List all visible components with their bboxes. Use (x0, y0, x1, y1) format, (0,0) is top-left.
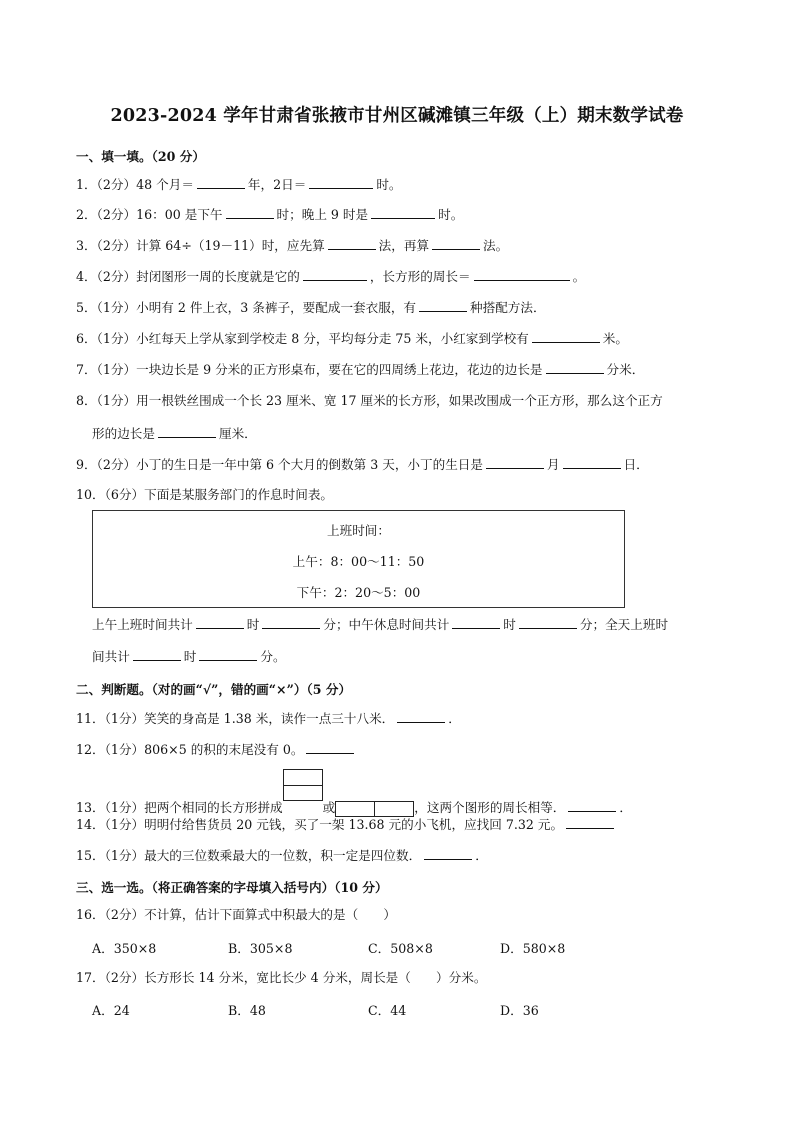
schedule-afternoon: 下午：2：20～5：00 (296, 585, 421, 600)
answer-blank[interactable] (424, 846, 472, 860)
answer-blank[interactable] (196, 615, 244, 629)
option-c[interactable]: C．508×8 (368, 941, 433, 956)
answer-blank[interactable] (371, 205, 435, 219)
question-17: 17．（2分）长方形长 14 分米，宽比长少 4 分米，周长是（ ）分米。 (76, 970, 487, 985)
schedule-title: 上班时间： (327, 523, 390, 538)
exam-title: 2023-2024 学年甘肃省张掖市甘州区碱滩镇三年级（上）期末数学试卷 (110, 106, 684, 126)
question-9: 9．（2分）小丁的生日是一年中第 6 个大月的倒数第 3 天，小丁的生日是 月 日． (76, 457, 649, 472)
answer-blank[interactable] (197, 175, 245, 189)
answer-blank[interactable] (306, 740, 354, 754)
answer-blank[interactable] (486, 455, 544, 469)
question-10-answers-continued: 间共计 时 分。 (92, 649, 286, 664)
answer-blank[interactable] (532, 329, 600, 343)
answer-blank[interactable] (397, 709, 445, 723)
answer-blank[interactable] (303, 267, 367, 281)
answer-blank[interactable] (546, 360, 604, 374)
answer-blank[interactable] (199, 647, 257, 661)
question-10-answers: 上午上班时间共计 时 分；中午休息时间共计 时 分；全天上班时 (92, 617, 669, 632)
option-a[interactable]: A．24 (92, 1003, 130, 1018)
answer-blank[interactable] (474, 267, 570, 281)
section-multiple-choice: 三、选一选。（将正确答案的字母填入括号内）（10 分） (76, 880, 388, 895)
answer-blank[interactable] (226, 205, 274, 219)
answer-blank[interactable] (519, 615, 577, 629)
question-11: 11．（1分）笑笑的身高是 1.38 米，读作一点三十八米． ． (76, 711, 461, 726)
question-2: 2．（2分）16：00 是下午 时；晚上 9 时是 时。 (76, 207, 464, 222)
question-8-continued: 形的边长是 厘米． (92, 426, 257, 441)
answer-blank[interactable] (432, 236, 480, 250)
answer-blank[interactable] (262, 615, 320, 629)
stacked-rectangles-figure (283, 785, 323, 817)
option-a[interactable]: A．350×8 (92, 941, 157, 956)
answer-blank[interactable] (328, 236, 376, 250)
answer-blank[interactable] (158, 424, 216, 438)
question-10: 10．（6分）下面是某服务部门的作息时间表。 (76, 487, 334, 502)
question-12: 12．（1分）806×5 的积的末尾没有 0。 (76, 740, 357, 759)
question-7: 7．（1分）一块边长是 9 分米的正方形桌布，要在它的四周绣上花边，花边的边长是 分米． (76, 362, 645, 377)
rectangle-top (283, 769, 323, 786)
rectangle-bottom (283, 785, 323, 801)
answer-blank[interactable] (563, 455, 621, 469)
question-15: 15．（1分）最大的三位数乘最大的一位数，积一定是四位数． ． (76, 848, 488, 863)
option-b[interactable]: B．48 (228, 1003, 266, 1018)
question-6: 6．（1分）小红每天上学从家到学校走 8 分，平均每分走 75 米，小红家到学校有 米。 (76, 331, 628, 346)
question-16: 16．（2分）不计算，估计下面算式中积最大的是（ ） (76, 907, 396, 922)
section-fill-in: 一、填一填。（20 分） (76, 149, 205, 164)
question-8: 8．（1分）用一根铁丝围成一个长 23 厘米、宽 17 厘米的长方形，如果改围成一个正方形，那么这个正方 (76, 393, 663, 408)
section-true-false: 二、判断题。（对的画“√”，错的画“×”）（5 分） (76, 682, 352, 697)
question-1: 1．（2分）48 个月＝ 年，2日＝ 时。 (76, 177, 402, 192)
answer-blank[interactable] (568, 798, 616, 812)
answer-blank[interactable] (309, 175, 373, 189)
question-14: 14．（1分）明明付给售货员 20 元钱，买了一架 13.68 元的小飞机，应找回 7.32 元。 (76, 815, 617, 834)
answer-blank[interactable] (133, 647, 181, 661)
option-b[interactable]: B．305×8 (228, 941, 293, 956)
question-3: 3．（2分）计算 64÷（19－11）时，应先算 法，再算 法。 (76, 238, 509, 253)
question-5: 5．（1分）小明有 2 件上衣，3 条裤子，要配成一套衣服，有 种搭配方法． (76, 300, 546, 315)
answer-blank[interactable] (566, 815, 614, 829)
question-13: 13．（1分）把两个相同的长方形拼成 或 ，这两个图形的周长相等． ． (76, 785, 632, 817)
schedule-morning: 上午：8：00～11：50 (292, 554, 425, 569)
work-schedule-box (92, 510, 625, 608)
option-d[interactable]: D．36 (500, 1003, 539, 1018)
option-d[interactable]: D．580×8 (500, 941, 566, 956)
question-4: 4．（2分）封闭图形一周的长度就是它的 ，长方形的周长＝ 。 (76, 269, 586, 284)
answer-blank[interactable] (452, 615, 500, 629)
answer-blank[interactable] (419, 298, 467, 312)
option-c[interactable]: C．44 (368, 1003, 407, 1018)
